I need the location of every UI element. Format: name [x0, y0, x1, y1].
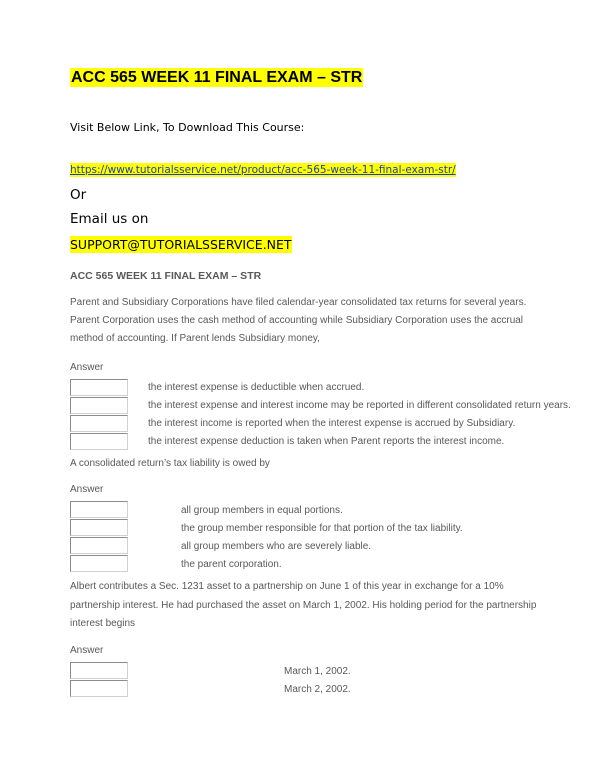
answer-checkbox[interactable]	[70, 555, 128, 572]
answer-checkbox[interactable]	[70, 379, 128, 396]
answer-option: the group member responsible for that portion of the tax liability.	[181, 523, 463, 534]
answer-option: all group members in equal portions.	[181, 505, 343, 516]
answer-checkbox[interactable]	[70, 433, 128, 450]
question-3-line-1: Albert contributes a Sec. 1231 asset to a partnership on June 1 of this year in exchange for a 10%	[70, 581, 504, 592]
answer-option: the parent corporation.	[181, 559, 282, 570]
question-1-line-2: Parent Corporation uses the cash method of accounting while Subsidiary Corporation uses the accrual	[70, 315, 524, 326]
answer-option: March 1, 2002.	[284, 666, 351, 677]
answer-checkbox[interactable]	[70, 537, 128, 554]
answer-label-2: Answer	[70, 484, 104, 495]
answer-checkbox[interactable]	[70, 501, 128, 518]
question-3-line-2: partnership interest. He had purchased the asset on March 1, 2002. His holding period for the partnership	[70, 600, 537, 611]
answer-option: the interest expense and interest income may be reported in different consolidated return years.	[148, 400, 571, 411]
answer-label-3: Answer	[70, 645, 104, 656]
email-us-text: Email us on	[70, 211, 149, 227]
or-text: Or	[70, 187, 87, 203]
answer-option: all group members who are severely liable.	[181, 541, 372, 552]
answer-option: the interest income is reported when the interest expense is accrued by Subsidiary.	[148, 418, 516, 429]
answer-checkbox[interactable]	[70, 397, 128, 414]
question-1-line-3: method of accounting. If Parent lends Subsidiary money,	[70, 333, 320, 344]
answer-checkbox[interactable]	[70, 662, 128, 679]
answer-checkbox[interactable]	[70, 680, 128, 697]
answer-option: the interest expense is deductible when accrued.	[148, 382, 365, 393]
answer-checkbox[interactable]	[70, 519, 128, 536]
download-instruction: Visit Below Link, To Download This Course:	[70, 121, 305, 134]
page-title: ACC 565 WEEK 11 FINAL EXAM – STR	[71, 69, 363, 86]
answer-option: March 2, 2002.	[284, 684, 351, 695]
answer-checkbox[interactable]	[70, 415, 128, 432]
question-2-line-1: A consolidated return’s tax liability is owed by	[70, 458, 270, 469]
support-email[interactable]: SUPPORT@TUTORIALSSERVICE.NET	[70, 237, 292, 252]
answer-label-1: Answer	[70, 362, 104, 373]
answer-option: the interest expense deduction is taken when Parent reports the interest income.	[148, 436, 505, 447]
question-1-line-1: Parent and Subsidiary Corporations have filed calendar-year consolidated tax returns for several years.	[70, 297, 527, 308]
question-3-line-3: interest begins	[70, 618, 136, 629]
exam-subtitle: ACC 565 WEEK 11 FINAL EXAM – STR	[70, 270, 262, 282]
course-link[interactable]: https://www.tutorialsservice.net/product/acc-565-week-11-final-exam-str/	[70, 164, 456, 176]
